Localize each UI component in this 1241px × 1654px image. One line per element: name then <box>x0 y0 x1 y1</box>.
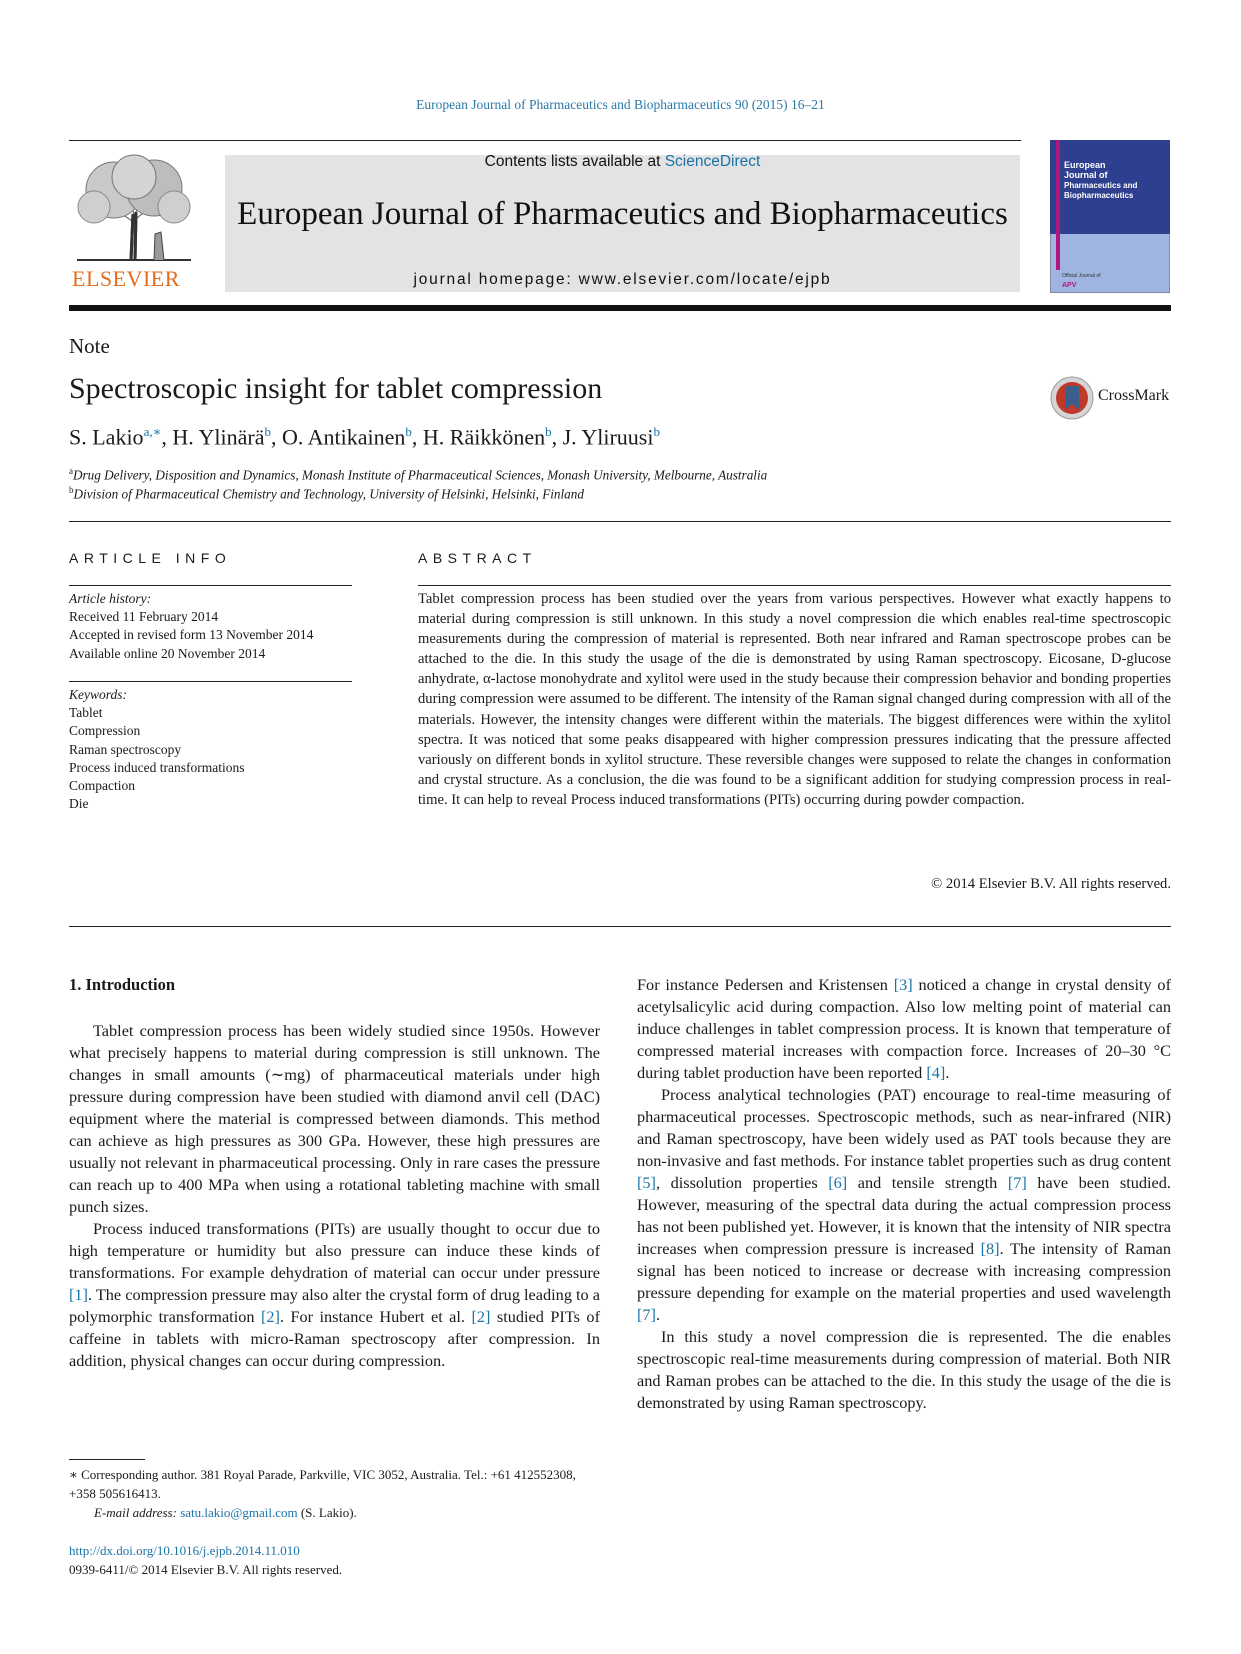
cover-society: APV <box>1062 282 1077 289</box>
author-name[interactable]: J. Yliruusi <box>562 424 654 450</box>
paragraph-text: , dissolution properties <box>655 1173 829 1192</box>
keyword-item: Compaction <box>69 778 135 794</box>
author-name[interactable]: H. Ylinärä <box>172 424 265 450</box>
history-received: Received 11 February 2014 <box>69 609 219 625</box>
article-info-rule <box>69 585 352 586</box>
email-footnote <box>94 1505 357 1521</box>
citation-link[interactable]: [7] <box>637 1305 656 1324</box>
paragraph <box>637 1084 1171 1326</box>
keyword-item: Die <box>69 796 89 812</box>
abstract-text: Tablet compression process has been studied over the years from various perspectives. However what exactly happens to material during compression is still unknown. In this study a novel compression die which enables real-time spectroscopic measurements during the compression of material is represented. Both near infrared and Raman spectroscope probes can be attached to the die. In this study the usage of the die is demonstrated by using Raman spectroscopy. Eicosane, D-glucose anhydrate, α-lactose monohydrate and xylitol were used in the study because their compression behavior and bonding properties during compression were assumed to be different. The intensity of the Raman signal changed during compression with all of the materials. However, the intensity changes were different within the materials. The biggest differences were within the xylitol spectra. It was noticed that some peaks disappeared with higher compression pressures indicating that the pressure affected variously on different bonds in xylitol structure. These reversible changes were supposed to relate the changes in conformation and crystal structure. As a conclusion, the die was found to be a significant addition for studying compression process in real-time. It can help to reveal Process induced transformations (PITs) occurring during powder compaction. <box>418 591 1171 808</box>
author-name[interactable]: H. Räikkönen <box>422 424 546 450</box>
paragraph-text: . <box>655 1305 661 1324</box>
author-affil-mark[interactable]: b <box>405 424 412 439</box>
paragraph-text: noticed a change in crystal density of acetylsalicylic acid during compaction. Also low melting point of material can induce challenges in tablet compression process. It is known that temperature of compressed material increases with compaction force. Increases of 20–30 °C during tablet production have been reported <box>637 975 1171 1082</box>
keyword-item: Compression <box>69 723 141 739</box>
history-accepted: Accepted in revised form 13 November 2014 <box>69 627 314 643</box>
author-affil-mark[interactable]: a,∗ <box>143 424 162 439</box>
journal-cover-image[interactable] <box>1050 140 1170 293</box>
author-separator: , <box>411 424 423 450</box>
author-affil-mark[interactable]: b <box>264 424 271 439</box>
history-label: Article history: <box>69 591 152 606</box>
article-history <box>69 590 313 663</box>
crossmark-badge[interactable] <box>1050 376 1175 420</box>
journal-homepage[interactable]: journal homepage: www.elsevier.com/locate/ejpb <box>413 271 832 288</box>
citation-link[interactable]: [3] <box>893 975 913 994</box>
paragraph-text: studied PITs of caffeine in tablets with micro-Raman spectroscopy after compression. In addition, physical changes can occur during compression. <box>69 1307 600 1370</box>
author-affil-mark[interactable]: b <box>545 424 552 439</box>
author-name[interactable]: S. Lakio <box>69 424 144 450</box>
journal-title: European Journal of Pharmaceutics and Biopharmaceutics <box>237 196 1008 232</box>
svg-text:European: European <box>1064 160 1106 170</box>
paragraph-text: For instance Pedersen and Kristensen <box>637 975 894 994</box>
email-suffix: (S. Lakio). <box>297 1505 357 1520</box>
citation-link[interactable]: [2] <box>260 1307 280 1326</box>
affiliation-text: Division of Pharmaceutical Chemistry and Technology, University of Helsinki, Helsinki, Finland <box>73 486 584 502</box>
keyword-item: Tablet <box>69 705 103 721</box>
paragraph-text: . The compression pressure may also alter the crystal form of drug leading to a polymorphic transformation <box>69 1285 600 1326</box>
paragraph-text: . <box>945 1063 950 1082</box>
corresponding-author-footnote: ∗ Corresponding author. 381 Royal Parade, Parkville, VIC 3052, Australia. Tel.: +61 412552308, +358 505616413. <box>69 1467 576 1501</box>
body-column-right <box>637 974 1171 1414</box>
affiliation-b <box>69 485 584 502</box>
contents-prefix: Contents lists available at <box>484 153 665 170</box>
section-heading-introduction: 1. Introduction <box>69 975 176 994</box>
paragraph-text: . The intensity of Raman signal has been noticed to increase or decrease with increasing compression pressure depending for example on the material properties and used wavelength <box>637 1239 1171 1302</box>
abstract-heading: ABSTRACT <box>418 550 537 566</box>
sciencedirect-link[interactable]: ScienceDirect <box>664 153 761 170</box>
abstract-copyright: © 2014 Elsevier B.V. All rights reserved. <box>931 876 1171 892</box>
paragraph <box>69 1218 600 1372</box>
header-thick-rule <box>69 305 1171 311</box>
author-separator: , <box>270 424 282 450</box>
author-name[interactable]: O. Antikainen <box>281 424 406 450</box>
paragraph <box>637 974 1171 1084</box>
affiliation-mark: b <box>69 485 74 495</box>
footnote-rule <box>69 1459 145 1460</box>
citation-link[interactable]: [6] <box>828 1173 848 1192</box>
article-type: Note <box>69 334 110 358</box>
keyword-item: Process induced transformations <box>69 759 245 775</box>
elsevier-wordmark: ELSEVIER <box>72 266 180 291</box>
running-head[interactable]: European Journal of Pharmaceutics and Biopharmaceutics 90 (2015) 16–21 <box>416 97 825 112</box>
keywords-list <box>69 686 244 813</box>
affiliation-a <box>69 466 767 483</box>
issn-line: 0939-6411/© 2014 Elsevier B.V. All rights reserved. <box>69 1562 343 1577</box>
body-column-left <box>69 1020 600 1372</box>
keywords-rule <box>69 681 352 682</box>
citation-link[interactable]: [2] <box>471 1307 491 1326</box>
paragraph-text: . For instance Hubert et al. <box>279 1307 472 1326</box>
article-title: Spectroscopic insight for tablet compression <box>69 372 603 405</box>
email-link[interactable]: satu.lakio@gmail.com <box>180 1505 298 1520</box>
contents-line <box>225 153 1020 171</box>
affiliation-text: Drug Delivery, Disposition and Dynamics, Monash Institute of Pharmaceutical Sciences, Monash University, Melbourne, Australia <box>73 467 768 483</box>
paragraph-text: have been studied. However, measuring of the spectral data during the actual compression process has not been published yet. However, it is known that the intensity of NIR spectra increases when compression pressure is increased <box>637 1173 1171 1258</box>
abstract-rule <box>418 585 1171 586</box>
svg-text:Pharmaceutics and: Pharmaceutics and <box>1064 181 1138 190</box>
author-separator: , <box>551 424 563 450</box>
author-separator: , <box>161 424 173 450</box>
crossmark-icon <box>1050 376 1094 420</box>
paragraph-text: and tensile strength <box>847 1173 1008 1192</box>
author-affil-mark[interactable]: b <box>653 424 660 439</box>
svg-text:Biopharmaceutics: Biopharmaceutics <box>1064 191 1134 200</box>
citation-link[interactable]: [4] <box>926 1063 946 1082</box>
doi-link[interactable]: http://dx.doi.org/10.1016/j.ejpb.2014.11.010 <box>69 1543 300 1558</box>
paragraph: In this study a novel compression die is represented. The die enables spectroscopic real-time measurements during compression of material. Both NIR and Raman probes can be attached to the die. In this study the usage of the die is demonstrated by using Raman spectroscopy. <box>637 1327 1171 1412</box>
history-online: Available online 20 November 2014 <box>69 645 266 661</box>
paragraph-text: Process analytical technologies (PAT) encourage to real-time measuring of pharmaceutical processes. Spectroscopic methods, such as near-infrared (NIR) and Raman spectroscopy, have been widely used as PAT tools because they are non-invasive and fast methods. For instance tablet properties such as drug content <box>637 1085 1171 1170</box>
keywords-label: Keywords: <box>69 687 127 702</box>
affiliation-rule <box>69 521 1171 522</box>
abstract-bottom-rule <box>69 926 1171 927</box>
header-rule <box>69 140 1021 141</box>
citation-link[interactable]: [7] <box>1007 1173 1027 1192</box>
citation-link[interactable]: [8] <box>980 1239 1000 1258</box>
keyword-item: Raman spectroscopy <box>69 741 182 757</box>
crossmark-label: CrossMark <box>1098 387 1170 404</box>
email-label: E-mail address: <box>94 1505 177 1520</box>
svg-text:Journal of: Journal of <box>1064 170 1108 180</box>
affiliation-mark: a <box>69 466 73 476</box>
citation-link[interactable]: [1] <box>69 1285 88 1304</box>
citation-link[interactable]: [5] <box>637 1173 656 1192</box>
paragraph: Tablet compression process has been widely studied since 1950s. However what precisely happens to material during compression is still unknown. The changes in small amounts (∼mg) of pharmaceutical materials under high pressure during compression have been studied with diamond anvil cell (DAC) equipment where the material is compressed between diamonds. This method can achieve as high pressures as 300 GPa. However, these high pressures are usually not relevant in pharmaceutical processing. Only in rare cases the pressure can reach up to 400 MPa when using a rotational tableting machine with small punch sizes. <box>69 1021 600 1216</box>
author-list <box>69 424 660 450</box>
article-info-heading: ARTICLE INFO <box>69 550 232 566</box>
cover-small-text: Official Journal of <box>1062 273 1101 279</box>
paragraph-text: Process induced transformations (PITs) are usually thought to occur due to high temperature or humidity but also pressure can induce these kinds of transformations. For example dehydration of material can occur under pressure <box>69 1219 600 1282</box>
